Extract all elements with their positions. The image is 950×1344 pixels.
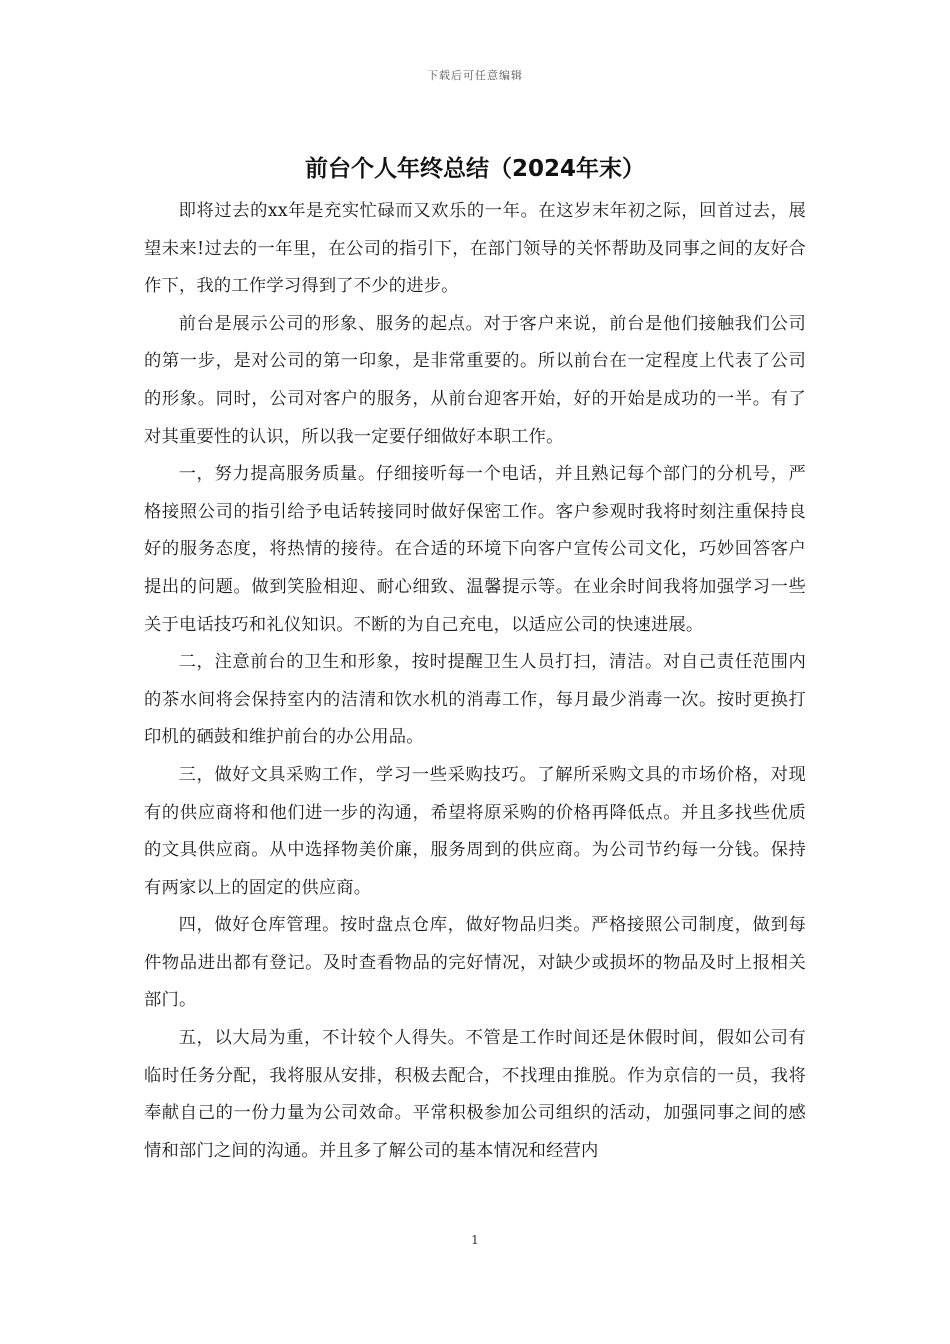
header-note: 下载后可任意编辑 [427, 69, 523, 82]
page-number: 1 [471, 1233, 479, 1247]
document-title: 前台个人年终总结（2024年末） [304, 156, 645, 182]
paragraph-teamwork: 五，以大局为重，不计较个人得失。不管是工作时间还是休假时间，假如公司有临时任务分配，我将服从安排，积极去配合，不找理由推脱。作为京信的一员，我将奉献自己的一份力量为公司效命。平常积极参加公司组织的活动，加强同事之间的感情和部门之间的沟通。并且多了解公司的基本情况和经营内 [144, 1028, 806, 1161]
paragraph-front-desk-role: 前台是展示公司的形象、服务的起点。对于客户来说，前台是他们接触我们公司的第一步，是对公司的第一印象，是非常重要的。所以前台在一定程度上代表了公司的形象。同时，公司对客户的服务，从前台迎客开始，好的开始是成功的一半。有了对其重要性的认识，所以我一定要仔细做好本职工作。 [144, 313, 806, 447]
paragraph-procurement: 三，做好文具采购工作，学习一些采购技巧。了解所采购文具的市场价格，对现有的供应商将和他们进一步的沟通，希望将原采购的价格再降低点。并且多找些优质的文具供应商。从中选择物美价廉，服务周到的供应商。为公司节约每一分钱。保持有两家以上的固定的供应商。 [144, 764, 806, 898]
paragraph-hygiene: 二，注意前台的卫生和形象，按时提醒卫生人员打扫，清洁。对自己责任范围内的茶水间将会保持室内的洁清和饮水机的消毒工作，每月最少消毒一次。按时更换打印机的硒鼓和维护前台的办公用品。 [144, 652, 806, 748]
document-body [144, 193, 806, 1170]
paragraph-service-quality: 一，努力提高服务质量。仔细接听每一个电话，并且熟记每个部门的分机号，严格接照公司的指引给予电话转接同时做好保密工作。客户参观时我将时刻注重保持良好的服务态度，将热情的接待。在合适的环境下向客户宣传公司文化，巧妙回答客户提出的问题。做到笑脸相迎、耐心细致、温馨提示等。在业余时间我将加强学习一些关于电话技巧和礼仪知识。不断的为自己充电，以适应公司的快速进展。 [144, 464, 806, 635]
paragraph-intro: 即将过去的xx年是充实忙碌而又欢乐的一年。在这岁末年初之际，回首过去，展望未来!过去的一年里，在公司的指引下，在部门领导的关怀帮助及同事之间的友好合作下，我的工作学习得到了不少的进步。 [144, 201, 806, 297]
paragraph-warehouse: 四，做好仓库管理。按时盘点仓库，做好物品归类。严格接照公司制度，做到每件物品进出都有登记。及时查看物品的完好情况，对缺少或损坏的物品及时上报相关部门。 [144, 915, 806, 1011]
